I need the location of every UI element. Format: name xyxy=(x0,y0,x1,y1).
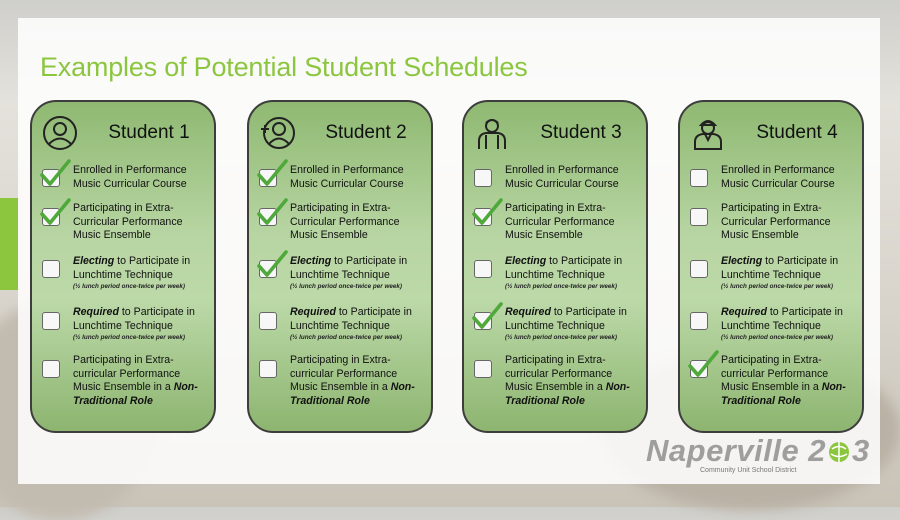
item-line xyxy=(505,164,619,176)
item-emphasis: Non- xyxy=(390,381,415,394)
item-line: Music Curricular Course xyxy=(73,177,187,190)
logo-wordmark: Naperville 2 3 xyxy=(646,433,870,468)
item-note: (½ lunch period once-twice per week) xyxy=(721,283,833,291)
checkbox[interactable] xyxy=(690,260,708,278)
checkbox[interactable] xyxy=(259,360,277,378)
item-text xyxy=(290,202,427,243)
item-emphasis: Required xyxy=(721,306,767,318)
item-text-part: Participating in Extra- xyxy=(721,354,822,366)
item-text-part: to Participate in xyxy=(335,306,412,318)
item-line xyxy=(73,381,198,393)
item-text-part: Music Ensemble xyxy=(721,229,799,242)
item-text xyxy=(73,306,210,342)
item-line xyxy=(290,381,415,393)
item-line xyxy=(721,306,843,318)
checkbox[interactable] xyxy=(690,169,708,187)
item-emphasis: Traditional Role xyxy=(290,394,370,407)
item-line xyxy=(290,202,391,214)
item-line xyxy=(721,381,846,393)
item-text-part: Music Ensemble in a xyxy=(721,381,822,394)
card-title: Student 3 xyxy=(540,122,622,143)
item-line: Lunchtime Technique xyxy=(290,319,390,332)
item-line xyxy=(721,202,822,214)
item-line: Music Curricular Course xyxy=(505,177,619,190)
person-icon xyxy=(42,115,78,151)
item-line xyxy=(721,354,822,366)
item-note: (½ lunch period once-twice per week) xyxy=(505,334,617,342)
checkmark-icon xyxy=(255,196,289,230)
student-card-4 xyxy=(678,100,864,433)
item-line: Curricular Performance xyxy=(721,215,831,228)
item-emphasis: Traditional Role xyxy=(505,394,585,407)
item-line: Music Curricular Course xyxy=(290,177,404,190)
item-line xyxy=(73,164,187,176)
checkmark-icon xyxy=(470,300,504,334)
checkmark-icon xyxy=(255,248,289,282)
item-text-part: Music Ensemble xyxy=(290,229,368,242)
item-text xyxy=(73,354,210,408)
item-text-part: Participating in Extra- xyxy=(505,354,606,366)
item-line xyxy=(290,306,412,318)
item-line: Lunchtime Technique xyxy=(505,268,605,281)
item-line xyxy=(721,255,838,267)
item-text xyxy=(721,354,858,408)
checkbox[interactable] xyxy=(42,360,60,378)
checkbox[interactable] xyxy=(474,360,492,378)
item-text-part: Participating in Extra- xyxy=(73,354,174,366)
item-text xyxy=(721,255,858,291)
item-line xyxy=(73,255,190,267)
item-text xyxy=(505,255,642,291)
item-line: Lunchtime Technique xyxy=(721,268,821,281)
item-text-part: Music Ensemble xyxy=(73,229,151,242)
checkbox[interactable] xyxy=(259,312,277,330)
item-line xyxy=(73,229,151,241)
item-line: Lunchtime Technique xyxy=(73,319,173,332)
item-line xyxy=(505,354,606,366)
item-note: (½ lunch period once-twice per week) xyxy=(290,283,402,291)
item-text-part: Participating in Extra- xyxy=(290,354,391,366)
student-card-2 xyxy=(247,100,433,433)
item-text-part: Enrolled in Performance xyxy=(290,164,404,176)
item-line: Music Curricular Course xyxy=(721,177,835,190)
item-text-part: Enrolled in Performance xyxy=(721,164,835,176)
item-note: (½ lunch period once-twice per week) xyxy=(721,334,833,342)
checkmark-icon xyxy=(686,348,720,382)
item-text-part: Music Ensemble xyxy=(505,229,583,242)
checkmark-icon xyxy=(470,196,504,230)
item-text-part: to Participate in xyxy=(114,255,191,267)
item-text xyxy=(505,354,642,408)
item-emphasis: Electing xyxy=(505,255,547,267)
card-title: Student 1 xyxy=(108,122,190,143)
checkbox[interactable] xyxy=(474,169,492,187)
item-text xyxy=(73,202,210,243)
item-text-part: Participating in Extra- xyxy=(73,202,174,214)
item-emphasis: Electing xyxy=(73,255,115,267)
item-line: curricular Performance xyxy=(505,367,613,380)
checkmark-icon xyxy=(38,196,72,230)
card-header xyxy=(249,102,431,164)
item-line xyxy=(505,306,627,318)
checkmark-icon xyxy=(38,157,72,191)
card-title: Student 4 xyxy=(756,122,838,143)
item-emphasis: Required xyxy=(290,306,336,318)
item-text-part: Music Ensemble in a xyxy=(73,381,174,394)
district-logo xyxy=(640,431,880,481)
item-line: curricular Performance xyxy=(290,367,398,380)
item-emphasis: Required xyxy=(505,306,551,318)
item-text xyxy=(73,164,210,191)
item-text xyxy=(505,202,642,243)
card-header xyxy=(32,102,214,164)
checkbox[interactable] xyxy=(474,260,492,278)
card-header xyxy=(680,102,862,164)
item-emphasis: Required xyxy=(73,306,119,318)
card-title: Student 2 xyxy=(325,122,407,143)
student-icon xyxy=(474,115,510,151)
item-line: Curricular Performance xyxy=(505,215,615,228)
item-text xyxy=(721,202,858,243)
item-text-part: Participating in Extra- xyxy=(290,202,391,214)
checkbox[interactable] xyxy=(690,208,708,226)
item-line xyxy=(290,229,368,241)
item-text-part: to Participate in xyxy=(762,255,839,267)
item-text-part: Enrolled in Performance xyxy=(505,164,619,176)
item-text xyxy=(721,164,858,191)
item-text xyxy=(290,354,427,408)
item-line: Lunchtime Technique xyxy=(505,319,605,332)
item-emphasis: Electing xyxy=(290,255,332,267)
item-text xyxy=(290,164,427,191)
item-text xyxy=(290,255,427,291)
item-text-part: Music Ensemble in a xyxy=(505,381,606,394)
item-text xyxy=(73,255,210,291)
person-plus-icon xyxy=(259,115,295,151)
item-line: Lunchtime Technique xyxy=(73,268,173,281)
item-note: (½ lunch period once-twice per week) xyxy=(73,334,185,342)
item-line xyxy=(505,381,630,393)
item-text-part: to Participate in xyxy=(550,306,627,318)
page-title: Examples of Potential Student Schedules xyxy=(40,52,528,82)
item-emphasis: Electing xyxy=(721,255,763,267)
item-line xyxy=(290,255,407,267)
item-text-part: Enrolled in Performance xyxy=(73,164,187,176)
item-line: Lunchtime Technique xyxy=(721,319,821,332)
item-text-part: Participating in Extra- xyxy=(505,202,606,214)
item-text xyxy=(721,306,858,342)
item-emphasis: Traditional Role xyxy=(73,394,153,407)
item-text-part: Music Ensemble in a xyxy=(290,381,391,394)
item-text xyxy=(505,306,642,342)
globe-icon xyxy=(827,440,851,464)
item-emphasis: Non- xyxy=(173,381,198,394)
item-note: (½ lunch period once-twice per week) xyxy=(73,283,185,291)
item-emphasis: Non- xyxy=(605,381,630,394)
item-emphasis: Non- xyxy=(821,381,846,394)
logo-subtitle: Community Unit School District xyxy=(700,467,797,474)
item-line xyxy=(73,202,174,214)
item-line: curricular Performance xyxy=(721,367,829,380)
item-line xyxy=(73,306,195,318)
item-text xyxy=(290,306,427,342)
item-emphasis: Traditional Role xyxy=(721,394,801,407)
checkbox[interactable] xyxy=(42,312,60,330)
item-line xyxy=(721,164,835,176)
item-line xyxy=(505,229,583,241)
item-text-part: to Participate in xyxy=(546,255,623,267)
item-note: (½ lunch period once-twice per week) xyxy=(290,334,402,342)
checkmark-icon xyxy=(255,157,289,191)
item-line xyxy=(73,354,174,366)
item-text-part: Participating in Extra- xyxy=(721,202,822,214)
item-line: Curricular Performance xyxy=(73,215,183,228)
item-line xyxy=(721,229,799,241)
item-line: Lunchtime Technique xyxy=(290,268,390,281)
item-text-part: to Participate in xyxy=(766,306,843,318)
worker-icon xyxy=(690,115,726,151)
item-line xyxy=(505,255,622,267)
item-line xyxy=(290,164,404,176)
item-text xyxy=(505,164,642,191)
item-line: curricular Performance xyxy=(73,367,181,380)
accent-bar xyxy=(0,198,18,290)
checkbox[interactable] xyxy=(690,312,708,330)
item-text-part: to Participate in xyxy=(331,255,408,267)
item-line xyxy=(290,354,391,366)
item-line: Curricular Performance xyxy=(290,215,400,228)
item-text-part: to Participate in xyxy=(118,306,195,318)
item-note: (½ lunch period once-twice per week) xyxy=(505,283,617,291)
student-card-3 xyxy=(462,100,648,433)
item-line xyxy=(505,202,606,214)
checkbox[interactable] xyxy=(42,260,60,278)
card-header xyxy=(464,102,646,164)
student-card-1 xyxy=(30,100,216,433)
